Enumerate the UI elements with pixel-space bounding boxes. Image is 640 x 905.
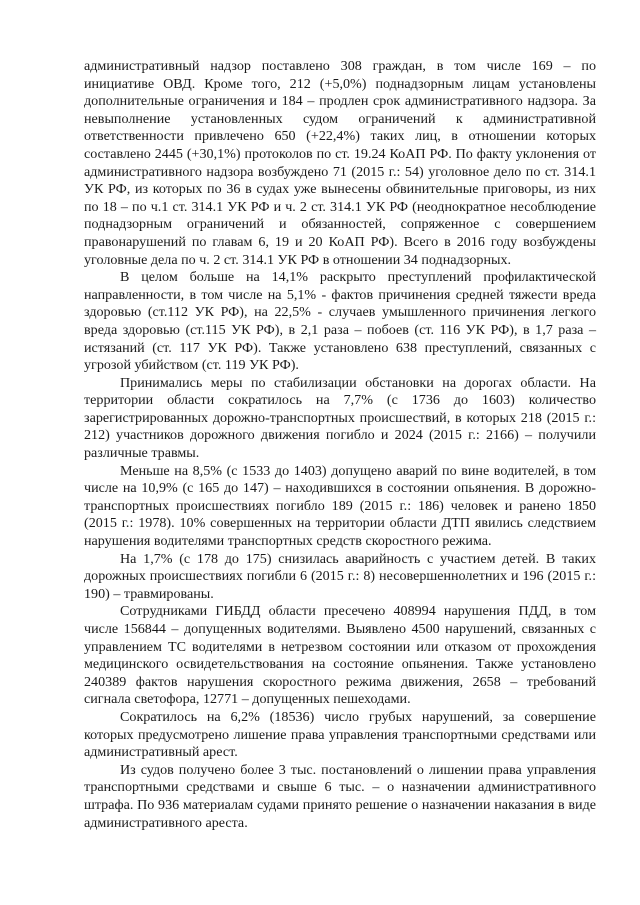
paragraph-child-accidents: На 1,7% (с 178 до 175) снизилась аварийность с участием детей. В таких дорожных происшествиях погибли 6 (2015 г.: 8) несовершеннолетних и 196 (2015 г.: 190) – травмированы. [84,550,596,602]
paragraph-preventive-crimes: В целом больше на 14,1% раскрыто преступлений профилактической направленности, в том числе на 5,1% - фактов причинения средней тяжести вреда здоровью (ст.112 УК РФ), на 22,5% - случаев умышленного причинения легкого вреда здоровью (ст.115 УК РФ), в 2,1 раза – побоев (ст. 116 УК РФ), в 1,7 раза – истязаний (ст. 117 УК РФ). Также установлено 638 преступлений, связанных с угрозой убийством (ст. 119 УК РФ). [84,269,596,374]
paragraph-gross-violations: Сократилось на 6,2% (18536) число грубых нарушений, за совершение которых предусмотрено лишение права управления транспортными средствами или административный арест. [84,708,596,761]
paragraph-admin-supervision: административный надзор поставлено 308 граждан, в том числе 169 – по инициативе ОВД. Кроме того, 212 (+5,0%) поднадзорным лицам установлены дополнительные ограничения и 184 – продлен срок административного надзора. За невыполнение установленных судом ограничений к административной ответственности привлечено 650 (+22,4%) таких лиц, в отношении которых составлено 2445 (+30,1%) протоколов по ст. 19.24 КоАП РФ. По факту уклонения от административного надзора возбуждено 71 (2015 г.: 54) уголовное дело по ст. 314.1 УК РФ, из которых по 36 в судах уже вынесены обвинительные приговоры, из них по 18 – по ч.1 ст. 314.1 УК РФ и ч. 2 ст. 314.1 УК РФ (неоднократное несоблюдение поднадзорным ограничений и обязанностей, сопряженное с совершением правонарушений по главам 6, 19 и 20 КоАП РФ). Всего в 2016 году возбуждены уголовные дела по ч. 2 ст. 314.1 УК РФ в отношении 34 поднадзорных. [84,58,596,268]
paragraph-driver-accidents: Меньше на 8,5% (с 1533 до 1403) допущено аварий по вине водителей, в том числе на 10,9% (с 165 до 147) – находившихся в состоянии опьянения. В дорожно-транспортных происшествиях погибло 189 (2015 г.: 186) человек и ранено 1850 (2015 г.: 1978). 10% совершенных на территории области ДТП явились следствием нарушения водителями транспортных средств скоростного режима. [84,462,596,550]
paragraph-road-safety: Принимались меры по стабилизации обстановки на дорогах области. На территории области сократилось на 7,7% (с 1736 до 1603) количество зарегистрированных дорожно-транспортных происшествий, в которых 218 (2015 г.: 212) участников дорожного движения погибло и 2024 (2015 г.: 2166) – получили различные травмы. [84,374,596,462]
paragraph-court-decisions: Из судов получено более 3 тыс. постановлений о лишении права управления транспортными средствами и свыше 6 тыс. – о назначении административного штрафа. По 936 материалам судами принято решение о назначении наказания в виде административного ареста. [84,761,596,831]
document-page [84,58,596,832]
paragraph-traffic-violations: Сотрудниками ГИБДД области пресечено 408994 нарушения ПДД, в том числе 156844 – допущенных водителями. Выявлено 4500 нарушений, связанных с управлением ТС водителями в нетрезвом состоянии или отказом от прохождения медицинского освидетельствования на состояние опьянения. Также установлено 240389 фактов нарушения скоростного режима движения, 2658 – требований сигнала светофора, 12771 – допущенных пешеходами. [84,603,596,708]
